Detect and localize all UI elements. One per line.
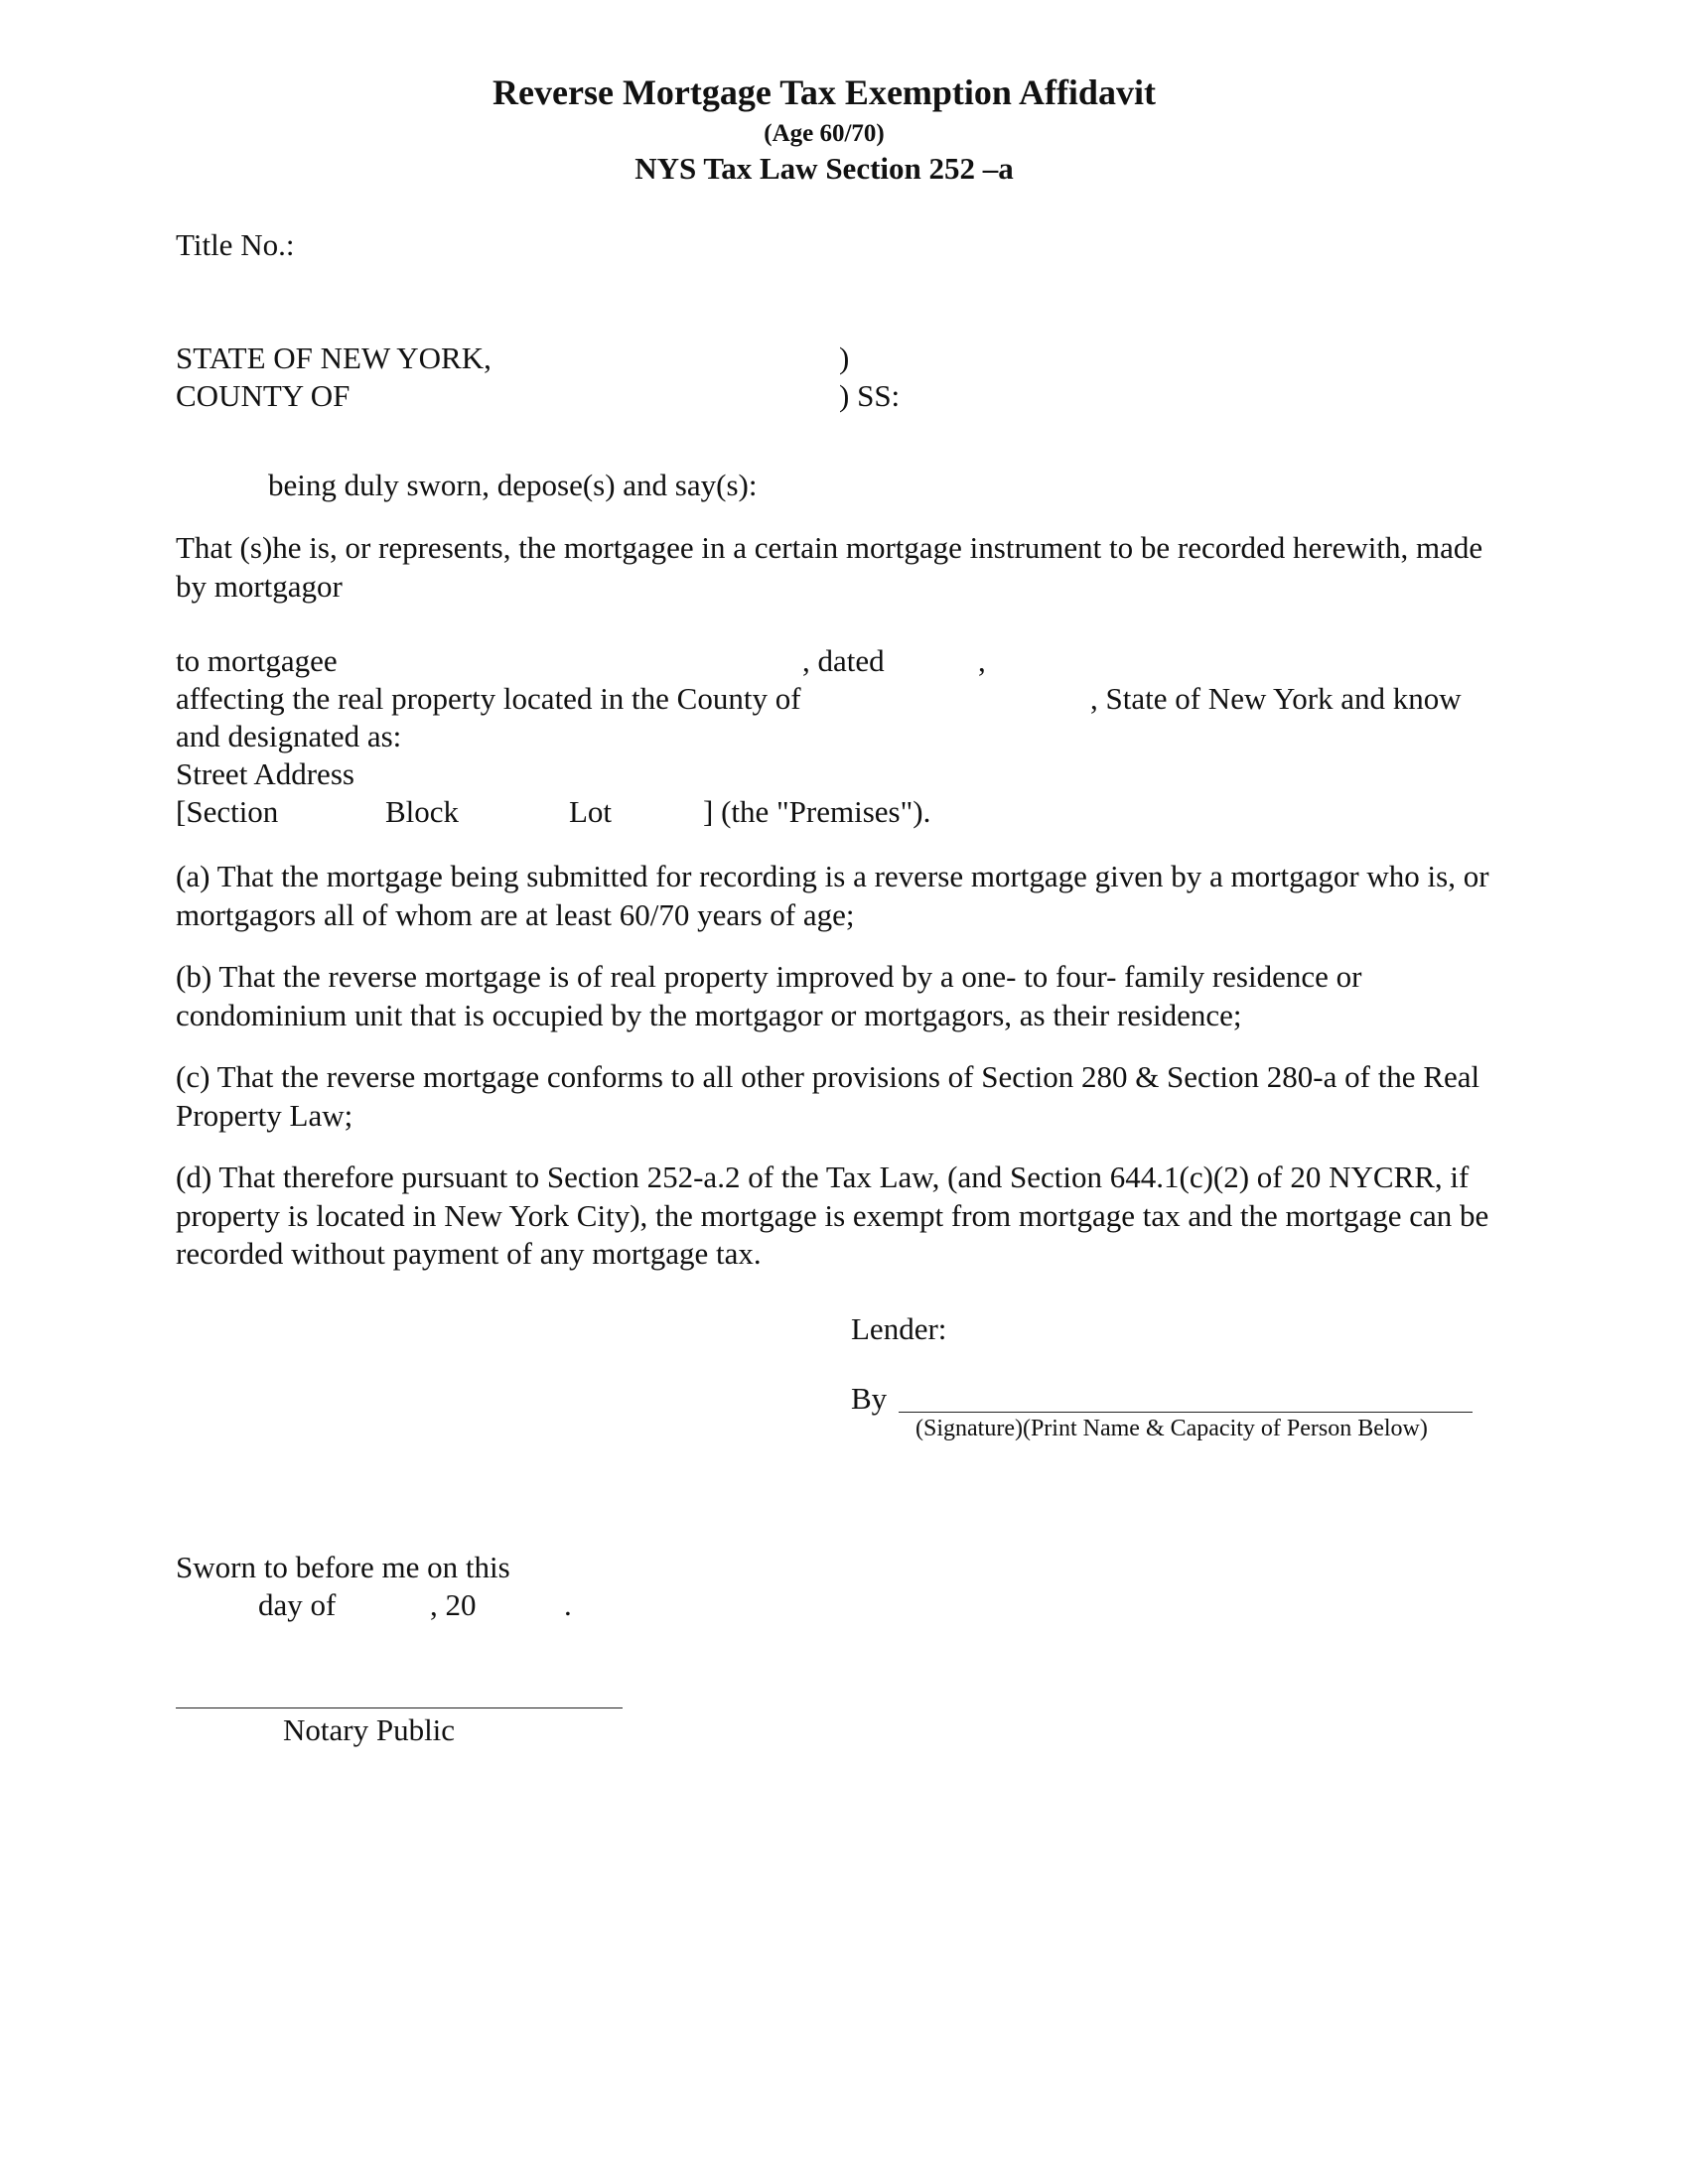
year-prefix: , 20	[430, 1587, 477, 1622]
to-mortgagee-label: to mortgagee	[176, 643, 338, 678]
intro-paragraph: That (s)he is, or represents, the mortgagee in a certain mortgage instrument to be recorded herewith, made by mortgagor	[176, 530, 1483, 604]
state-label: STATE OF NEW YORK,	[176, 341, 492, 375]
day-of-label: day of	[258, 1587, 337, 1622]
venue-ss: ) SS:	[839, 378, 901, 413]
street-address-label: Street Address	[176, 756, 354, 791]
clause-b: (b) That the reverse mortgage is of real property improved by a one- to four- family residence or condominium unit that is occupied by the mortgagor or mortgagors, as their residence;	[176, 959, 1362, 1032]
sworn-to-label: Sworn to before me on this	[176, 1550, 510, 1584]
signature-caption: (Signature)(Print Name & Capacity of Person Below)	[915, 1416, 1428, 1441]
sworn-statement: being duly sworn, depose(s) and say(s):	[268, 468, 758, 502]
year-period: .	[564, 1587, 572, 1622]
clause-c: (c) That the reverse mortgage conforms to all other provisions of Section 280 & Section 280-a of the Real Property Law;	[176, 1059, 1480, 1133]
county-label: COUNTY OF	[176, 378, 351, 413]
premises-label: ] (the "Premises").	[703, 794, 931, 829]
law-reference: NYS Tax Law Section 252 –a	[634, 151, 1014, 186]
title-no-label: Title No.:	[176, 227, 295, 262]
dated-comma: ,	[978, 643, 986, 678]
dated-label: , dated	[802, 643, 885, 678]
venue-paren-top: )	[839, 341, 850, 375]
clause-a: (a) That the mortgage being submitted for recording is a reverse mortgage given by a mortgagor who is, or mortgagors all of whom are at least 60/70 years of age;	[176, 859, 1489, 932]
county-of-property-label: affecting the real property located in the County of	[176, 681, 801, 716]
signature-line	[899, 1412, 1473, 1413]
state-of-new-york-suffix: , State of New York and know	[1090, 681, 1462, 716]
block-label: Block	[385, 794, 460, 829]
lender-label: Lender:	[851, 1311, 947, 1346]
section-label: [Section	[176, 794, 279, 829]
document-title: Reverse Mortgage Tax Exemption Affidavit	[492, 72, 1156, 112]
document-subtitle: (Age 60/70)	[764, 120, 885, 147]
designated-label: and designated as:	[176, 719, 402, 753]
by-label: By	[851, 1381, 888, 1416]
notary-public-label: Notary Public	[283, 1712, 456, 1747]
clause-d: (d) That therefore pursuant to Section 252-a.2 of the Tax Law, (and Section 644.1(c)(2) of 20 NYCRR, if property is located in New York City), the mortgage is exempt from mortgage tax and the mortgage can be recorded without payment of any mortgage tax.	[176, 1160, 1489, 1271]
lot-label: Lot	[569, 794, 613, 829]
notary-signature-line	[176, 1707, 623, 1708]
